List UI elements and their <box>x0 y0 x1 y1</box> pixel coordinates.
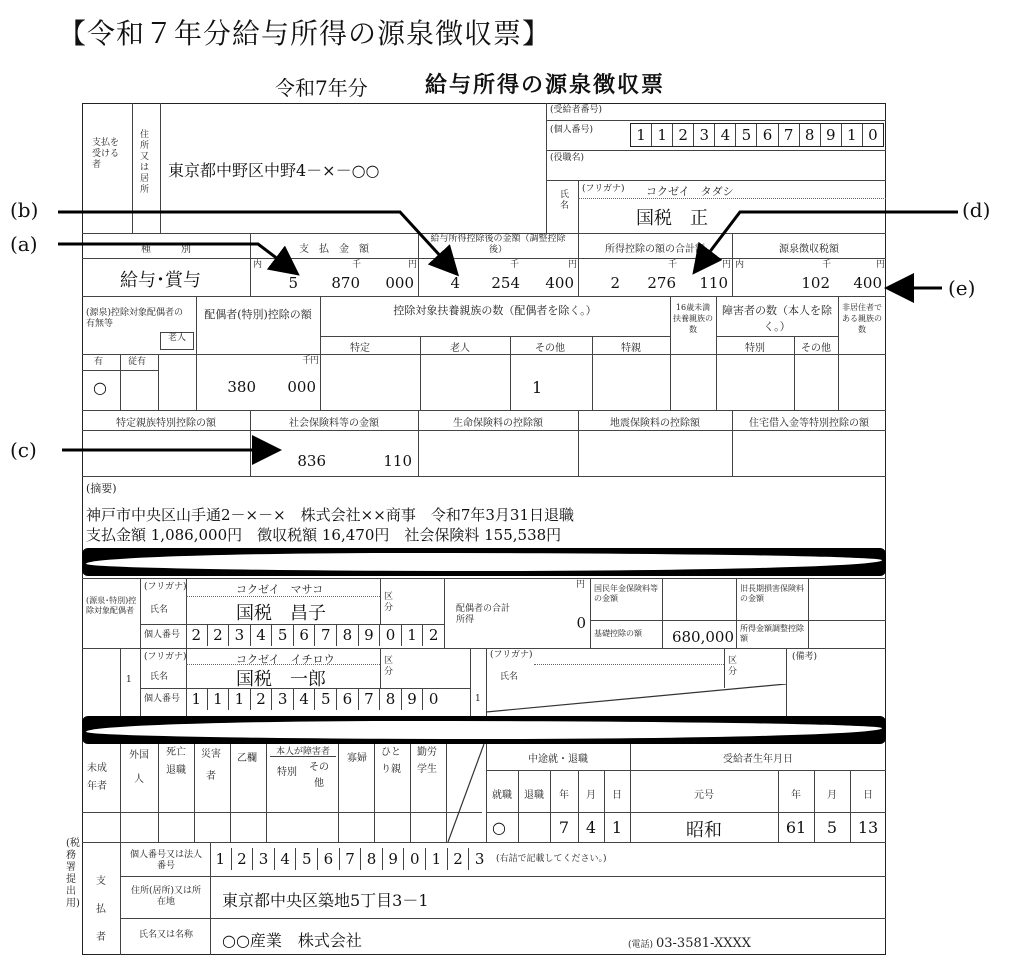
header-foreigner: 外国人 <box>129 750 149 785</box>
number-digit: 6 <box>336 688 358 710</box>
header-dependents: 控除対象扶養親族の数（配偶者を除く。） <box>393 304 597 317</box>
unit-en-4: 円 <box>876 260 886 270</box>
number-digit: 1 <box>651 124 672 146</box>
header-elderly: 老人 <box>160 332 194 350</box>
payer-label: 支払者 <box>96 876 106 943</box>
form-title: 給与所得の源泉徴収票 <box>425 72 666 98</box>
unit-uchi-2: 内 <box>735 260 745 270</box>
unit-en: 円 <box>408 260 418 270</box>
dependent-index: 1 <box>126 675 132 685</box>
header-specific: 特定 <box>350 343 370 354</box>
number-digit: 4 <box>293 688 315 710</box>
header-birth-day: 日 <box>863 790 873 801</box>
recipient-furigana: コクゼイ タダシ <box>646 185 734 198</box>
hire-mark: ○ <box>492 818 506 837</box>
label-spouse-my-number: 個人番号 <box>144 630 181 640</box>
label-recipient: 支払を受ける者 <box>92 138 120 170</box>
unit-sen-3: 千 <box>668 260 678 270</box>
header-disabled: 障害者の数（本人を除く。） <box>722 304 832 333</box>
deduction-total-yen: 110 <box>699 274 728 292</box>
header-payer-address: 住所(居所)又は所在地 <box>130 886 202 907</box>
header-era: 元号 <box>694 790 714 801</box>
deduction-total-million: 2 <box>610 274 620 292</box>
number-digit: 3 <box>228 624 250 646</box>
birth-day: 13 <box>857 818 879 837</box>
spouse-deduction-yen: 000 <box>287 378 316 396</box>
callout-label-c: (c) <box>10 438 37 462</box>
remarks-line-1: 神戸市中央区山手通2－×－× 株式会社××商事 令和7年3月31日退職 <box>86 506 574 524</box>
header-hire: 就職 <box>492 790 512 801</box>
spouse-income-en: 円 <box>576 580 586 590</box>
label-dependent2-name: 氏名 <box>500 672 519 682</box>
label-dependent-furigana: (フリガナ) <box>144 652 187 662</box>
number-digit: 2 <box>191 626 202 644</box>
number-digit: 2 <box>422 624 444 646</box>
header-single-parent: ひとり親 <box>381 747 401 775</box>
other-dependents-count: 1 <box>532 378 543 397</box>
header-earthquake-insurance: 地震保険料の控除額 <box>610 418 700 429</box>
header-widow: 寡婦 <box>347 753 367 764</box>
number-digit: 2 <box>447 848 469 870</box>
unit-sen-4: 千 <box>822 260 832 270</box>
header-disaster: 災害者 <box>201 749 221 782</box>
social-insurance-thousand: 836 <box>297 452 326 470</box>
remarks-line-2: 支払金額 1,086,000円 徴収税額 16,470円 社会保険料 155,538円 <box>86 526 562 544</box>
header-minor: 未成年者 <box>87 763 107 792</box>
header-deceased-retirement: 死亡退職 <box>166 747 186 776</box>
number-digit: 2 <box>250 688 272 710</box>
number-digit: 6 <box>293 624 315 646</box>
callout-label-d: (d) <box>962 198 991 222</box>
deduction-total-thousand: 276 <box>647 274 676 292</box>
header-other-2: その他 <box>801 343 831 354</box>
label-my-number: (個人番号) <box>550 125 594 135</box>
callout-label-b: (b) <box>10 198 39 222</box>
header-payment: 支 払 金 額 <box>299 244 369 255</box>
label-spouse: (源泉･特別)控除対象配偶者 <box>86 596 137 615</box>
payer-name: ○○産業 株式会社 <box>222 931 362 950</box>
header-payer-name: 氏名又は名称 <box>138 930 193 940</box>
header-spouse-deduction: 配偶者(特別)控除の額 <box>204 308 312 321</box>
label-recipient-no: (受給者番号) <box>550 105 603 115</box>
unit-sen-5: 千 <box>302 356 312 366</box>
number-digit: 7 <box>778 124 799 146</box>
withholding-tax-thousand: 102 <box>801 274 830 292</box>
number-digit: 9 <box>358 624 380 646</box>
header-special-relative: 特親 <box>621 343 641 354</box>
number-digit: 7 <box>339 848 361 870</box>
header-spouse-total-income: 配偶者の合計所得 <box>456 604 511 625</box>
payment-amount-million: 5 <box>288 274 298 292</box>
page-title: 【令和７年分給与所得の源泉徴収票】 <box>58 17 552 50</box>
header-otsu-column: 乙欄 <box>237 753 257 764</box>
label-name: 氏名 <box>560 190 570 211</box>
number-digit: 4 <box>250 624 272 646</box>
number-digit: 3 <box>271 688 293 710</box>
header-under16: 16歳未満扶養親族の数 <box>673 303 713 334</box>
label-position: (役職名) <box>550 153 585 163</box>
header-birth-year: 年 <box>791 790 801 801</box>
leave-day: 1 <box>611 818 623 837</box>
label-furigana: (フリガナ) <box>582 184 625 194</box>
number-digit: 1 <box>425 848 447 870</box>
recipient-name: 国税 正 <box>636 208 708 229</box>
spouse-name: 国税 昌子 <box>236 603 326 624</box>
unit-uchi: 内 <box>253 260 263 270</box>
income-after-million: 4 <box>450 274 460 292</box>
number-digit: 1 <box>191 690 202 708</box>
header-month: 月 <box>586 790 596 801</box>
header-old-insurance: 旧長期損害保険料の金額 <box>740 584 804 603</box>
header-nonresident: 非居住者である親族の数 <box>842 303 882 334</box>
label-dependent-name: 氏名 <box>150 672 169 682</box>
payer-phone: 03-3581-XXXX <box>656 936 751 951</box>
label-dependent-category: 区分 <box>384 656 394 677</box>
label-dependent-my-number: 個人番号 <box>144 694 181 704</box>
number-digit: 1 <box>215 850 226 868</box>
header-life-insurance: 生命保険料の控除額 <box>453 418 543 429</box>
label-address: 住所又は居所 <box>140 130 150 195</box>
number-digit: 7 <box>358 688 380 710</box>
number-digit: 0 <box>862 124 883 146</box>
arrow-d <box>696 212 958 270</box>
unit-sen: 千 <box>352 260 362 270</box>
header-birth-month: 月 <box>827 790 837 801</box>
basic-deduction-amount: 680,000 <box>671 628 734 646</box>
number-digit: 6 <box>756 124 777 146</box>
leave-year: 7 <box>558 818 570 837</box>
label-dependent2-furigana: (フリガナ) <box>490 650 533 660</box>
dependent-name: 国税 一郎 <box>236 669 326 690</box>
spouse-yes-mark: ○ <box>93 378 107 397</box>
label-spouse-furigana: (フリガナ) <box>144 582 187 592</box>
number-digit: 7 <box>314 624 336 646</box>
withholding-tax-yen: 400 <box>853 274 882 292</box>
number-digit: 5 <box>295 848 317 870</box>
number-digit: 0 <box>379 624 401 646</box>
unit-en-3: 円 <box>722 260 732 270</box>
number-digit: 1 <box>228 688 250 710</box>
header-basic-deduction: 基礎控除の額 <box>594 629 642 638</box>
spouse-total-income: 0 <box>576 614 586 632</box>
dependent-index-2: 1 <box>475 694 481 704</box>
header-other: その他 <box>535 343 565 354</box>
arrow-a <box>58 244 295 272</box>
spouse-deduction-thousand: 380 <box>227 378 256 396</box>
number-digit: 0 <box>403 848 425 870</box>
header-withholding-tax: 源泉徴収税額 <box>779 244 839 255</box>
callout-label-a: (a) <box>10 232 38 256</box>
income-type: 給与･賞与 <box>120 270 201 291</box>
label-yes: 有 <box>94 357 104 367</box>
number-digit: 2 <box>231 848 253 870</box>
header-spouse-status: (源泉)控除対象配偶者の有無等 <box>86 308 184 329</box>
header-midyear: 中途就・退職 <box>528 754 588 765</box>
header-day: 日 <box>612 790 622 801</box>
label-secondary-yes: 従有 <box>128 357 147 367</box>
number-digit: 2 <box>207 624 229 646</box>
number-digit: 3 <box>468 848 490 870</box>
number-digit: 8 <box>379 688 401 710</box>
label-spouse-name: 氏名 <box>150 605 169 615</box>
header-income-after-deduction: 給与所得控除後の金額（調整控除後） <box>430 234 566 255</box>
remarks-label: (摘要) <box>86 482 117 495</box>
callout-label-e: (e) <box>948 276 976 300</box>
number-digit: 9 <box>382 848 404 870</box>
birth-year: 61 <box>785 818 807 837</box>
number-digit: 4 <box>274 848 296 870</box>
payer-number-note: (右詰で記載してください。) <box>496 854 607 864</box>
number-digit: 9 <box>820 124 841 146</box>
number-digit: 1 <box>636 126 646 144</box>
header-birthdate: 受給者生年月日 <box>723 754 793 765</box>
payer-address: 東京都中央区築地5丁目3－1 <box>222 891 429 910</box>
number-digit: 9 <box>401 688 423 710</box>
number-digit: 2 <box>672 124 693 146</box>
header-housing-loan: 住宅借入金等特別控除の額 <box>749 418 869 429</box>
income-after-thousand: 254 <box>491 274 520 292</box>
header-payer-number: 個人番号又は法人番号 <box>129 850 202 871</box>
leave-month: 4 <box>585 818 597 837</box>
number-digit: 8 <box>336 624 358 646</box>
number-digit: 5 <box>314 688 336 710</box>
dependent-furigana: コクゼイ イチロウ <box>236 653 335 666</box>
unit-en-5: 円 <box>310 356 320 366</box>
payment-amount-yen: 000 <box>385 274 414 292</box>
number-digit: 3 <box>252 848 274 870</box>
header-working-student: 勤労学生 <box>417 747 437 775</box>
header-deduction-total: 所得控除の額の合計額 <box>605 244 705 255</box>
number-digit: 1 <box>207 688 229 710</box>
header-special: 特別 <box>745 343 765 354</box>
tax-office-label: (税務署提出用) <box>66 838 80 909</box>
form-title-year: 令和7年分 <box>275 76 368 100</box>
number-digit: 8 <box>799 124 820 146</box>
header-self-other: その他 <box>309 762 329 789</box>
income-after-yen: 400 <box>545 274 574 292</box>
spouse-furigana: コクゼイ マサコ <box>236 583 324 596</box>
label-dependent2-category: 区分 <box>728 656 738 677</box>
header-income-adjustment: 所得金額調整控除額 <box>740 624 804 643</box>
arrow-b <box>58 212 455 272</box>
payer-phone-label: (電話) <box>628 940 654 950</box>
header-national-pension: 国民年金保険料等の金額 <box>594 584 658 603</box>
recipient-address: 東京都中野区中野4－×－○○ <box>168 161 380 180</box>
birth-month: 5 <box>826 818 838 837</box>
header-leave: 退職 <box>524 790 544 801</box>
unit-sen-2: 千 <box>510 260 520 270</box>
number-digit: 5 <box>271 624 293 646</box>
label-notes: (備考) <box>792 652 818 662</box>
social-insurance-yen: 110 <box>383 452 412 470</box>
number-digit: 1 <box>841 124 862 146</box>
number-digit: 0 <box>422 688 444 710</box>
unit-en-2: 円 <box>568 260 578 270</box>
header-self-special: 特別 <box>277 767 297 778</box>
label-spouse-category: 区分 <box>384 592 394 613</box>
header-elderly-2: 老人 <box>450 343 470 354</box>
number-digit: 1 <box>401 624 423 646</box>
payment-amount-thousand: 870 <box>331 274 360 292</box>
header-specific-relative-deduction: 特定親族特別控除の額 <box>116 418 216 429</box>
number-digit: 8 <box>360 848 382 870</box>
number-digit: 6 <box>317 848 339 870</box>
header-social-insurance: 社会保険料等の金額 <box>289 418 379 429</box>
header-year: 年 <box>559 790 569 801</box>
number-digit: 5 <box>735 124 756 146</box>
header-self-disabled: 本人が障害者 <box>275 747 330 757</box>
birth-era: 昭和 <box>686 820 722 841</box>
number-digit: 4 <box>714 124 735 146</box>
header-type: 種 別 <box>141 244 191 255</box>
number-digit: 3 <box>693 124 714 146</box>
